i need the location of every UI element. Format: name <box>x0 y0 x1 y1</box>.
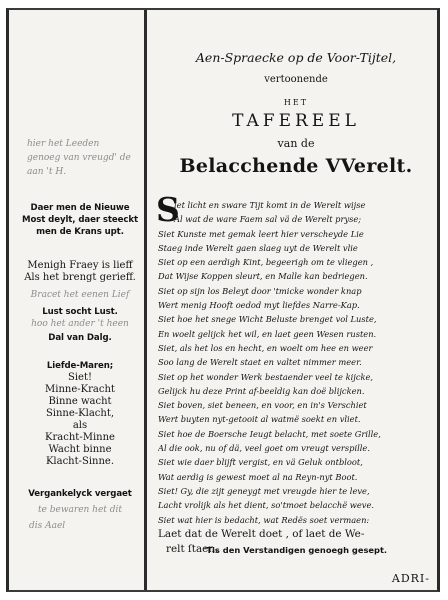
poem-line: Laet dat de Werelt doet , of laet de We- <box>158 527 365 540</box>
handwritten-note: hier het Leeden <box>27 139 100 149</box>
poem-line: Al wat de ware Faem sal vä de Werelt pryse; <box>174 214 362 225</box>
verse-line: Dal van Dalg. <box>48 333 112 343</box>
verse-block <box>21 360 139 468</box>
handwritten-note: aan 't H. <box>27 167 67 177</box>
verse-line: Als het brengt gerieff. <box>24 272 136 283</box>
poem-line: En woelt gelijck het wil, en laet geen Wesen rusten. <box>158 328 377 339</box>
poem-line: Siet! Gy, die zijt geneygt met vreugde hier te leve, <box>158 485 370 496</box>
verse-line: Daer men de Nieuwe <box>30 203 130 213</box>
verse-line: Most deylt, daer steeckt <box>22 215 138 225</box>
poem-line: Wat aerdig is gewest moet al na Reyn-nyt Boot. <box>158 471 358 482</box>
poem-line: Siet, als het los en hecht, en woelt om hee en weer <box>158 342 373 353</box>
verse-line: Kracht-Minne <box>45 432 115 443</box>
verse-block: Vergankelyck vergaet <box>28 489 132 499</box>
column-divider <box>144 10 147 590</box>
handwritten-note: Bracet het eenen Lief <box>30 290 130 300</box>
verse-block <box>21 332 139 344</box>
poem-line: relt ſtaen. <box>166 542 219 555</box>
poem-line: Gelijck hu deze Print af-beeldig kan doë blijcken. <box>158 385 365 396</box>
verse-line: Liefde-Maren; <box>46 361 114 371</box>
handwritten-note: hoo het ander 't heen <box>31 319 129 329</box>
verse-block <box>21 202 139 238</box>
handwritten-note: dis Aael <box>29 521 66 531</box>
poem-body <box>156 190 436 557</box>
poem-line: iet licht en sware Tijt komt in de Werelt wijse <box>174 200 366 210</box>
verse-line: men de Krans upt. <box>36 227 124 237</box>
verse-block <box>21 260 139 284</box>
verse-line: als <box>72 420 88 431</box>
drop-cap: S <box>156 190 180 229</box>
poem-line: Siet hoe het snege Wicht Beluste brenget vol Luste, <box>158 314 377 325</box>
motto: 'Tis den Verstandigen genoegh gesept. <box>203 545 388 555</box>
right-column <box>156 10 436 590</box>
verse-line: Binne wacht <box>48 396 112 407</box>
title-subtitle: vertoonende <box>264 74 328 85</box>
title-article: HET <box>283 98 309 107</box>
verse-line: Menigh Fraey is lieff <box>27 260 133 271</box>
poem-line: Siet op sijn los Beleyt door 'tmicke wonder knap <box>158 285 362 296</box>
poem-line: Al die ook, nu of dä, veel goet om vreugt verspille. <box>158 443 370 454</box>
handwritten-note: te bewaren het dit <box>37 505 123 515</box>
verse-line: Sinne-Klacht, <box>45 408 115 419</box>
poem-line: Wert buyten nyt-getooit al watmë soekt en vliet. <box>158 414 361 425</box>
verse-line: Minne-Kracht <box>45 384 115 395</box>
poem-line: Lacht vrolijk als het dient, so'tmoet belacchë weve. <box>158 500 375 511</box>
poem-line: Siet boven, siet beneen, en voor, en in's Verschiet <box>158 400 367 411</box>
title-connector: van de <box>277 137 315 150</box>
catchword: ADRI- <box>391 572 430 585</box>
left-column <box>17 10 142 590</box>
poem-line: Siet wie daer blijft vergist, en vä Geluk ontbloot, <box>158 457 363 468</box>
title-address: Aen-Spraecke op de Voor-Tijtel, <box>195 50 397 65</box>
verse-line: Siet! <box>67 372 92 383</box>
verse-block <box>21 306 139 318</box>
poem-line: Siet hoe de Boersche Ieugt belacht, met soete Grille, <box>158 428 381 439</box>
handwritten-note: genoeg van vreugd' de <box>27 153 131 163</box>
verse-line: Klacht-Sinne. <box>45 456 115 467</box>
verse-line: Wacht binne <box>48 444 112 455</box>
poem-line: Siet op het wonder Werk bestaender veel te kijcke, <box>158 371 374 382</box>
page-title: Belacchende VVerelt. <box>179 155 413 177</box>
poem-line: Staeg inde Werelt gaen slaeg uyt de Werelt vlie <box>158 242 358 253</box>
poem-line: Siet op een aerdigh Kint, begeerigh om te vliegen , <box>158 257 374 268</box>
poem-line: Siet Kunste met gemak leert hier verscheyde Lie <box>158 228 364 239</box>
poem-line: Soo lang de Werelt staet en valtet nimmer meer. <box>158 357 362 368</box>
poem-line: Siet wat hier is bedacht, wat Redës soet vermaen: <box>158 514 370 525</box>
title-main: TAFEREEL <box>232 111 360 131</box>
poem-line: Wert menig Hooft oedod myt liefdes Narre-Kap. <box>158 300 360 311</box>
poem-line: Dat Wijse Koppen sleurt, en Malle kan bedriegen. <box>158 271 368 282</box>
printed-sheet <box>6 8 440 592</box>
verse-line: Lust socht Lust. <box>42 307 118 317</box>
